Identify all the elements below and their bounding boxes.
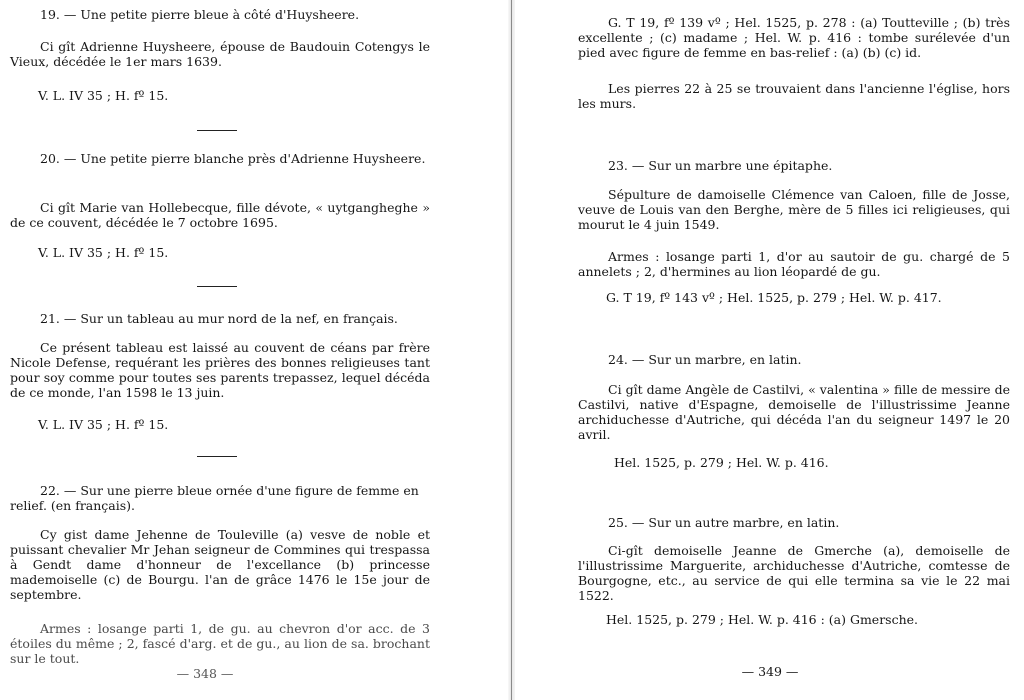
entry-24-reference: Hel. 1525, p. 279 ; Hel. W. p. 416. [614,455,829,470]
gutter-line [511,0,512,700]
entry-25-heading: 25. — Sur un autre marbre, en latin. [608,515,840,530]
church-note: Les pierres 22 à 25 se trouvaient dans l'ancienne l'église, hors les murs. [578,81,1010,111]
entry-21-reference: V. L. IV 35 ; H. fº 15. [38,417,169,432]
entry-22-heading: 22. — Sur une pierre bleue ornée d'une figure de femme en relief. (en français). [10,483,419,513]
entry-22-arms: Armes : losange parti 1, de gu. au chevron d'or acc. de 3 étoiles du même ; 2, fascé d'arg. et de gu., au lion de sa. brochant sur le tout. [10,621,430,666]
entry-21-text: Ce présent tableau est laissé au couvent de céans par frère Nicole Defense, requérant les prières des bonnes religieuses tant pour soy comme pour toutes ses parents trepassez, lequel décéda de ce monde, l'an 1598 le 13 juin. [10,340,430,400]
entry-20-reference: V. L. IV 35 ; H. fº 15. [38,245,169,260]
separator-rule [197,456,237,457]
entry-23-heading: 23. — Sur un marbre une épitaphe. [608,158,833,173]
entry-20-heading: 20. — Une petite pierre blanche près d'Adrienne Huysheere. [40,151,426,166]
right-page [515,0,1024,700]
entry-19-reference: V. L. IV 35 ; H. fº 15. [38,88,169,103]
separator-rule [197,130,237,131]
separator-rule [197,286,237,287]
entry-23-arms: Armes : losange parti 1, d'or au sautoir de gu. chargé de 5 annelets ; 2, d'hermines au lion léopardé de gu. [578,249,1010,279]
page-number: — 349 — [741,664,799,679]
entry-23-text: Sépulture de damoiselle Clémence van Caloen, fille de Josse, veuve de Louis van den Berghe, mère de 5 filles ici religieuses, qui mourut le 4 juin 1549. [578,187,1010,232]
entry-24-heading: 24. — Sur un marbre, en latin. [608,352,802,367]
entry-19-heading: 19. — Une petite pierre bleue à côté d'Huysheere. [40,7,360,22]
entry-24-text: Ci gît dame Angèle de Castilvi, « valentina » fille de messire de Castilvi, native d'Espagne, demoiselle de l'illustrissime Jeanne archiduchesse d'Autriche, qui décéda l'an du seigneur 1497 le 20 avril. [578,382,1010,442]
entry-21-heading: 21. — Sur un tableau au mur nord de la nef, en français. [40,311,398,326]
entry-25-reference: Hel. 1525, p. 279 ; Hel. W. p. 416 : (a) Gmersche. [606,612,919,627]
left-page [0,0,508,700]
entry-20-text: Ci gît Marie van Hollebecque, fille dévote, « uytgangheghe » de ce couvent, décédée le 7 octobre 1695. [10,200,430,230]
entry-19-text: Ci gît Adrienne Huysheere, épouse de Baudouin Cotengys le Vieux, décédée le 1er mars 1639. [10,39,430,69]
entry-23-reference: G. T 19, fº 143 vº ; Hel. 1525, p. 279 ; Hel. W. p. 417. [606,290,942,305]
page-number: — 348 — [176,666,234,681]
entry-22-reference: G. T 19, fº 139 vº ; Hel. 1525, p. 278 : (a) Toutteville ; (b) très excellente ; (c) madame ; Hel. W. p. 416 : tombe surélevée d'un pied avec figure de femme en bas-relief : (a) (b) (c) id. [578,15,1010,60]
entry-25-text: Ci-gît demoiselle Jeanne de Gmerche (a), demoiselle de l'illustrissime Marguerite, archiduchesse d'Autriche, comtesse de Bourgogne, etc., au service de qui elle termina sa vie le 22 mai 1522. [578,543,1010,603]
entry-22-text: Cy gist dame Jehenne de Touleville (a) vesve de noble et puissant chevalier Mr Jehan seigneur de Commines qui trespassa à Gendt dame d'honneur de l'excellance (b) princesse mademoiselle (c) de Bourgu. l'an de grâce 1476 le 15e jour de septembre. [10,527,430,602]
